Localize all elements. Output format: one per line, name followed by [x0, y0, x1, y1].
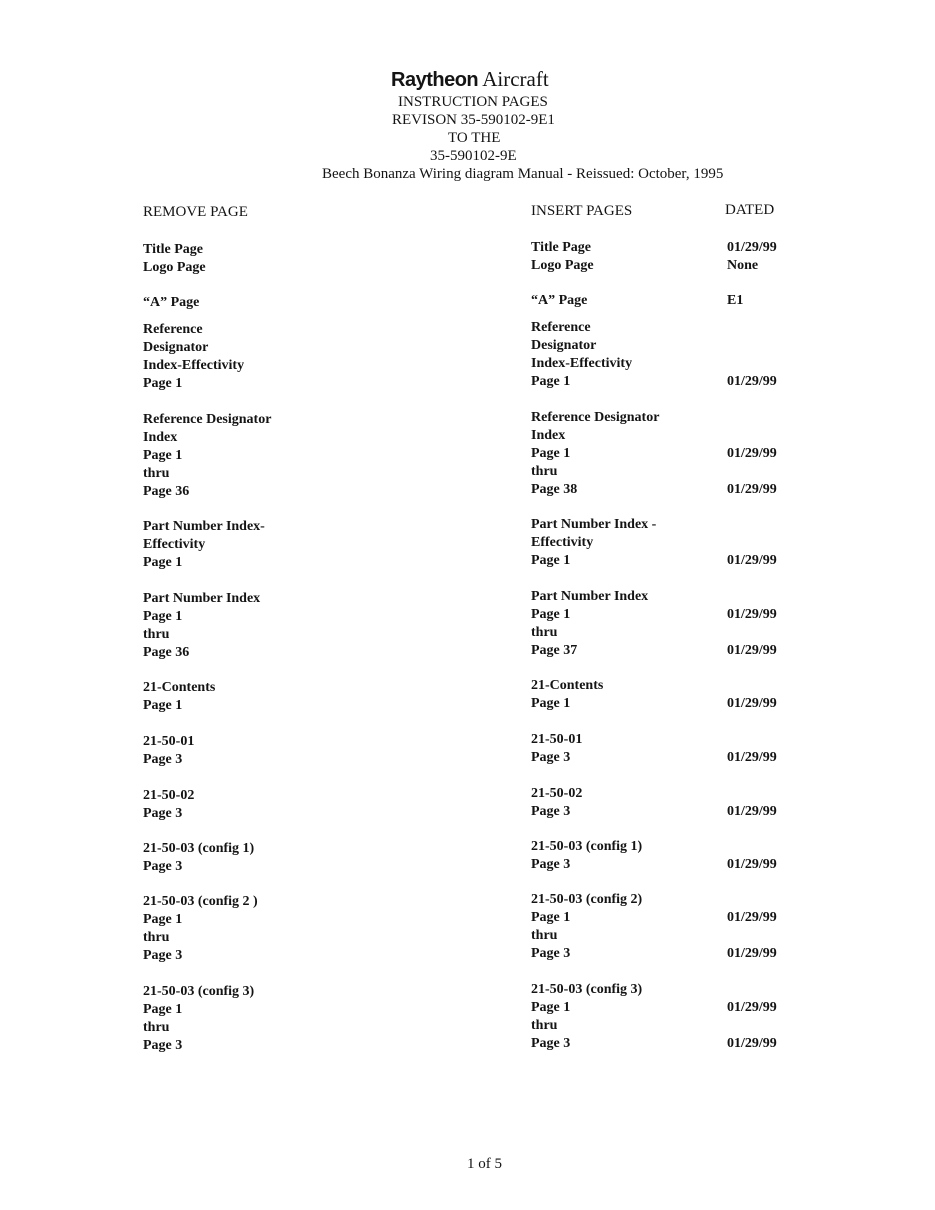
insert-entry — [531, 319, 632, 391]
remove-page-line: Reference — [143, 322, 203, 337]
insert-page-line: Index-Effectivity — [531, 356, 633, 371]
remove-page-line: Page 36 — [143, 645, 190, 660]
remove-page-line: Page 1 — [143, 555, 183, 570]
insert-page-line: Page 1 — [531, 910, 571, 925]
insert-entry — [531, 409, 659, 499]
remove-page-line: Page 1 — [143, 1002, 183, 1017]
insert-page-line: Page 1 — [531, 374, 571, 389]
insert-page-line: Page 1 — [531, 696, 571, 711]
insert-page-line: 21-50-02 — [531, 786, 583, 801]
insert-page-line: Index — [531, 428, 566, 443]
brand-name: Raytheon — [391, 69, 479, 91]
insert-page-line: 21-50-01 — [531, 732, 583, 747]
insert-page-line: Reference — [531, 320, 591, 335]
insert-page-line: Designator — [531, 338, 597, 353]
insert-page-line: thru — [531, 928, 558, 943]
insert-page-line: Page 1 — [531, 1000, 571, 1015]
insert-page-line: thru — [531, 464, 558, 479]
dated-value: 01/29/99 — [727, 446, 777, 461]
remove-page-line: Effectivity — [143, 537, 206, 552]
insert-page-line: Page 3 — [531, 750, 571, 765]
insert-entry — [531, 677, 603, 713]
remove-page-line: Page 3 — [143, 859, 183, 874]
insert-page-line: Title Page — [531, 240, 592, 255]
column-header-dated: DATED — [725, 202, 775, 218]
remove-page-line: “A” Page — [143, 295, 200, 310]
header-line-2: REVISON 35-590102-9E1 — [392, 112, 555, 128]
insert-page-line: 21-50-03 (config 1) — [531, 839, 643, 854]
insert-page-line: Page 38 — [531, 482, 578, 497]
remove-page-line: Page 1 — [143, 448, 183, 463]
insert-entry — [531, 516, 656, 570]
insert-page-line: Page 1 — [531, 607, 571, 622]
dated-value: 01/29/99 — [727, 607, 777, 622]
remove-page-line: Title Page — [143, 242, 204, 257]
insert-entry — [531, 239, 594, 275]
dated-value: 01/29/99 — [727, 750, 777, 765]
remove-page-line: thru — [143, 627, 170, 642]
remove-entry — [143, 321, 244, 393]
insert-page-line: thru — [531, 1018, 558, 1033]
insert-entry — [531, 292, 587, 310]
insert-page-line: 21-50-03 (config 3) — [531, 982, 643, 997]
dated-value: 01/29/99 — [727, 240, 777, 255]
insert-page-line: Page 1 — [531, 553, 571, 568]
remove-page-line: 21-50-03 (config 1) — [143, 841, 255, 856]
header-line-5: Beech Bonanza Wiring diagram Manual - Reissued: October, 1995 — [322, 166, 724, 182]
remove-page-line: Part Number Index- — [143, 519, 265, 534]
remove-page-line: Reference Designator — [143, 412, 272, 427]
remove-page-line: Index — [143, 430, 178, 445]
insert-page-line: 21-Contents — [531, 678, 604, 693]
remove-entry — [143, 840, 254, 876]
remove-entry — [143, 294, 199, 312]
insert-page-line: thru — [531, 625, 558, 640]
brand-logo — [391, 68, 549, 91]
remove-page-line: Page 3 — [143, 806, 183, 821]
dated-value: 01/29/99 — [727, 1036, 777, 1051]
remove-page-line: Page 3 — [143, 948, 183, 963]
insert-page-line: Page 3 — [531, 804, 571, 819]
remove-entry — [143, 679, 215, 715]
dated-value: 01/29/99 — [727, 482, 777, 497]
header-line-1: INSTRUCTION PAGES — [398, 94, 548, 110]
dated-value: E1 — [727, 293, 744, 308]
remove-entry — [143, 893, 258, 965]
remove-entry — [143, 787, 194, 823]
insert-page-line: Page 3 — [531, 1036, 571, 1051]
insert-page-line: Page 37 — [531, 643, 578, 658]
insert-page-line: Logo Page — [531, 258, 594, 273]
insert-entry — [531, 838, 642, 874]
dated-value: 01/29/99 — [727, 553, 777, 568]
remove-page-line: 21-50-03 (config 2 ) — [143, 894, 258, 909]
dated-value: 01/29/99 — [727, 946, 777, 961]
remove-page-line: thru — [143, 930, 170, 945]
remove-entry — [143, 983, 254, 1055]
remove-page-line: 21-Contents — [143, 680, 216, 695]
insert-entry — [531, 891, 642, 963]
remove-page-line: Page 1 — [143, 698, 183, 713]
remove-entry — [143, 518, 265, 572]
remove-page-line: Page 1 — [143, 912, 183, 927]
remove-page-line: thru — [143, 466, 170, 481]
insert-page-line: Part Number Index — [531, 589, 649, 604]
remove-page-line: Page 1 — [143, 376, 183, 391]
dated-value: 01/29/99 — [727, 374, 777, 389]
remove-entry — [143, 241, 206, 277]
remove-page-line: 21-50-03 (config 3) — [143, 984, 255, 999]
remove-page-line: thru — [143, 1020, 170, 1035]
insert-page-line: Effectivity — [531, 535, 594, 550]
insert-page-line: “A” Page — [531, 293, 588, 308]
insert-entry — [531, 981, 642, 1053]
remove-page-line: 21-50-01 — [143, 734, 195, 749]
insert-page-line: Reference Designator — [531, 410, 660, 425]
insert-page-line: Page 3 — [531, 857, 571, 872]
remove-page-line: Page 3 — [143, 1038, 183, 1053]
dated-value: None — [727, 258, 759, 273]
dated-value: 01/29/99 — [727, 857, 777, 872]
remove-page-line: Page 3 — [143, 752, 183, 767]
remove-page-line: Part Number Index — [143, 591, 261, 606]
remove-entry — [143, 590, 260, 662]
dated-value: 01/29/99 — [727, 804, 777, 819]
remove-entry — [143, 733, 194, 769]
dated-value: 01/29/99 — [727, 1000, 777, 1015]
insert-page-line: 21-50-03 (config 2) — [531, 892, 643, 907]
header-line-4: 35-590102-9E — [430, 148, 517, 164]
page-number: 1 of 5 — [467, 1156, 502, 1172]
insert-page-line: Page 3 — [531, 946, 571, 961]
column-header-insert: INSERT PAGES — [531, 203, 633, 219]
insert-entry — [531, 731, 582, 767]
brand-suffix: Aircraft — [478, 67, 549, 91]
dated-value: 01/29/99 — [727, 910, 777, 925]
remove-page-line: Page 1 — [143, 609, 183, 624]
column-header-remove: REMOVE PAGE — [143, 204, 248, 220]
insert-page-line: Part Number Index - — [531, 517, 657, 532]
remove-page-line: Index-Effectivity — [143, 358, 245, 373]
insert-page-line: Page 1 — [531, 446, 571, 461]
remove-page-line: Logo Page — [143, 260, 206, 275]
remove-entry — [143, 411, 271, 501]
insert-entry — [531, 785, 582, 821]
remove-page-line: 21-50-02 — [143, 788, 195, 803]
dated-value: 01/29/99 — [727, 696, 777, 711]
remove-page-line: Designator — [143, 340, 209, 355]
remove-page-line: Page 36 — [143, 484, 190, 499]
insert-entry — [531, 588, 648, 660]
dated-value: 01/29/99 — [727, 643, 777, 658]
header-line-3: TO THE — [448, 130, 501, 146]
